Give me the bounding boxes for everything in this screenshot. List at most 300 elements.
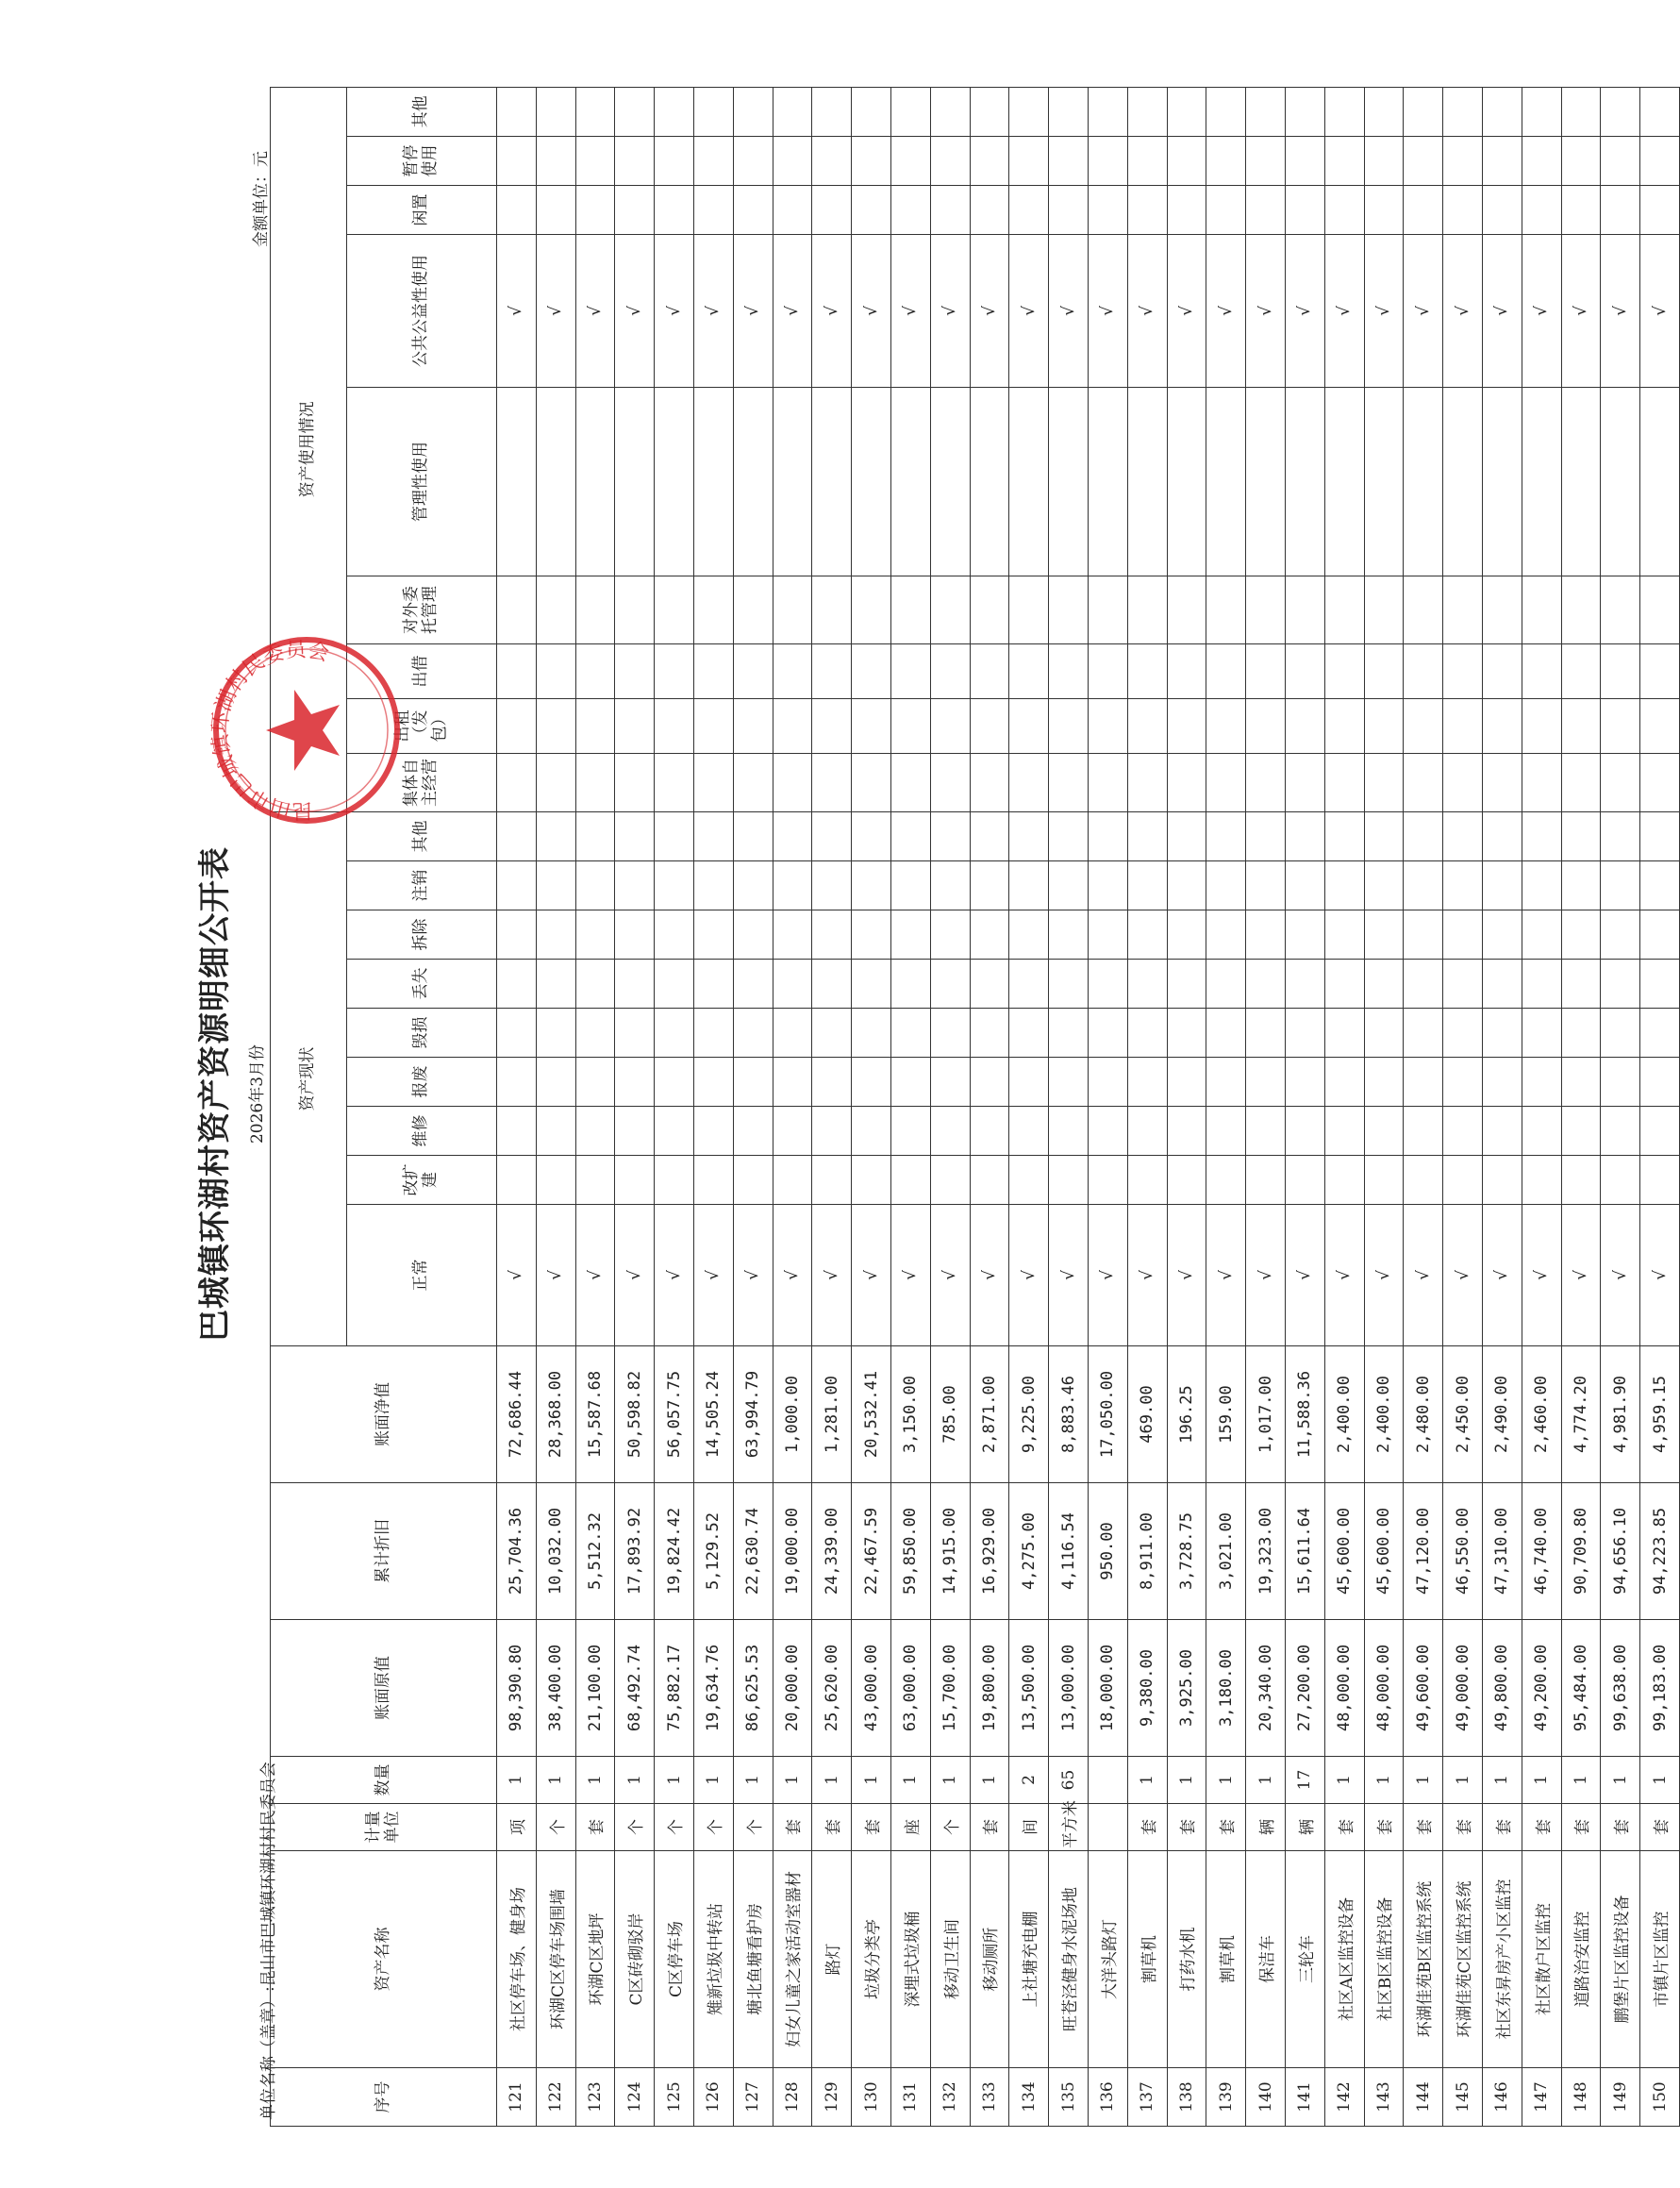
cell-quantity: 1 <box>615 1757 655 1804</box>
cell-status-4 <box>852 1009 891 1058</box>
header-status-0: 正常 <box>347 1205 497 1346</box>
cell-seq: 141 <box>1285 2068 1324 2127</box>
cell-usage-5: √ <box>1522 234 1561 387</box>
cell-status-8 <box>1522 811 1561 860</box>
cell-usage-3 <box>536 576 575 643</box>
cell-book-value: 99,183.00 <box>1640 1620 1680 1757</box>
cell-usage-5: √ <box>1088 234 1127 387</box>
cell-seq: 135 <box>1049 2068 1089 2127</box>
cell-quantity: 1 <box>1167 1757 1206 1804</box>
cell-net-value: 20,532.41 <box>852 1346 891 1483</box>
table-row <box>693 87 733 2126</box>
cell-usage-7 <box>1364 136 1404 185</box>
cell-usage-8 <box>1561 87 1601 136</box>
cell-asset-name: 移动卫生间 <box>930 1851 970 2068</box>
cell-usage-3 <box>1482 576 1522 643</box>
cell-usage-8 <box>1324 87 1364 136</box>
cell-depreciation: 3,728.75 <box>1167 1483 1206 1620</box>
cell-usage-0 <box>693 753 733 811</box>
cell-status-5 <box>1167 960 1206 1009</box>
cell-seq: 124 <box>615 2068 655 2127</box>
cell-depreciation: 4,275.00 <box>1009 1483 1049 1620</box>
cell-status-7 <box>575 861 615 910</box>
cell-status-8 <box>773 811 812 860</box>
cell-status-7 <box>1285 861 1324 910</box>
table-row <box>1324 87 1364 2126</box>
cell-seq: 142 <box>1324 2068 1364 2127</box>
cell-usage-2 <box>1561 643 1601 698</box>
cell-status-2 <box>1049 1107 1089 1156</box>
header-usage-7: 暂停使用 <box>347 136 497 185</box>
cell-book-value: 68,492.74 <box>615 1620 655 1757</box>
cell-usage-7 <box>773 136 812 185</box>
cell-status-7 <box>1443 861 1483 910</box>
official-seal <box>208 631 406 829</box>
cell-usage-8 <box>1601 87 1640 136</box>
cell-status-6 <box>1049 910 1089 960</box>
cell-status-2 <box>812 1107 852 1156</box>
cell-status-7 <box>970 861 1009 910</box>
cell-status-1 <box>1443 1156 1483 1205</box>
cell-asset-name: 路灯 <box>812 1851 852 2068</box>
header-status-1: 改扩建 <box>347 1156 497 1205</box>
cell-usage-3 <box>852 576 891 643</box>
unit-name-line: 单位名称（盖章）:昆山市巴城镇环湖村村民委员会 <box>259 1762 278 2120</box>
cell-unit: 套 <box>1324 1804 1364 1851</box>
cell-unit: 个 <box>930 1804 970 1851</box>
cell-usage-7 <box>615 136 655 185</box>
cell-quantity: 1 <box>497 1757 537 1804</box>
cell-depreciation: 10,032.00 <box>536 1483 575 1620</box>
cell-status-8 <box>1324 811 1364 860</box>
header-quantity: 数量 <box>271 1757 497 1804</box>
cell-status-5 <box>1640 960 1680 1009</box>
cell-usage-2 <box>1009 643 1049 698</box>
cell-usage-3 <box>1561 576 1601 643</box>
cell-status-7 <box>812 861 852 910</box>
header-seq: 序号 <box>271 2068 497 2127</box>
cell-status-8 <box>693 811 733 860</box>
cell-net-value: 196.25 <box>1167 1346 1206 1483</box>
cell-quantity: 1 <box>1364 1757 1404 1804</box>
cell-status-7 <box>890 861 930 910</box>
cell-status-7 <box>1246 861 1286 910</box>
cell-usage-1 <box>1404 698 1443 753</box>
cell-status-6 <box>1482 910 1522 960</box>
cell-usage-4 <box>1285 387 1324 576</box>
cell-depreciation: 22,467.59 <box>852 1483 891 1620</box>
cell-usage-4 <box>615 387 655 576</box>
cell-usage-1 <box>497 698 537 753</box>
table-row <box>1522 87 1561 2126</box>
cell-usage-1 <box>1324 698 1364 753</box>
cell-usage-3 <box>733 576 773 643</box>
cell-status-2 <box>852 1107 891 1156</box>
cell-status-2 <box>1640 1107 1680 1156</box>
cell-status-4 <box>1324 1009 1364 1058</box>
cell-usage-6 <box>1127 185 1167 234</box>
cell-book-value: 15,700.00 <box>930 1620 970 1757</box>
cell-usage-6 <box>890 185 930 234</box>
header-status-group: 资产现状 <box>271 811 347 1345</box>
cell-book-value: 18,000.00 <box>1088 1620 1127 1757</box>
cell-depreciation: 5,512.32 <box>575 1483 615 1620</box>
cell-status-7 <box>1049 861 1089 910</box>
cell-usage-6 <box>1049 185 1089 234</box>
cell-status-0: √ <box>970 1205 1009 1346</box>
cell-status-8 <box>1443 811 1483 860</box>
cell-status-2 <box>773 1107 812 1156</box>
cell-book-value: 95,484.00 <box>1561 1620 1601 1757</box>
cell-usage-2 <box>1443 643 1483 698</box>
cell-status-1 <box>930 1156 970 1205</box>
cell-net-value: 2,400.00 <box>1364 1346 1404 1483</box>
cell-depreciation: 3,021.00 <box>1206 1483 1246 1620</box>
cell-usage-4 <box>1482 387 1522 576</box>
cell-usage-2 <box>1285 643 1324 698</box>
cell-unit: 个 <box>733 1804 773 1851</box>
cell-asset-name: 鹏堡片区监控设备 <box>1601 1851 1640 2068</box>
cell-status-8 <box>1088 811 1127 860</box>
cell-usage-6 <box>1167 185 1206 234</box>
cell-usage-7 <box>930 136 970 185</box>
cell-seq: 147 <box>1522 2068 1561 2127</box>
cell-usage-5: √ <box>1561 234 1601 387</box>
cell-usage-3 <box>1364 576 1404 643</box>
cell-asset-name: 上社塘充电棚 <box>1009 1851 1049 2068</box>
cell-usage-8 <box>773 87 812 136</box>
cell-usage-0 <box>890 753 930 811</box>
cell-status-7 <box>536 861 575 910</box>
cell-usage-3 <box>1246 576 1286 643</box>
cell-usage-7 <box>970 136 1009 185</box>
cell-status-5 <box>1127 960 1167 1009</box>
cell-usage-2 <box>930 643 970 698</box>
cell-seq: 131 <box>890 2068 930 2127</box>
cell-net-value: 50,598.82 <box>615 1346 655 1483</box>
cell-seq: 150 <box>1640 2068 1680 2127</box>
cell-usage-4 <box>1167 387 1206 576</box>
cell-usage-4 <box>1640 387 1680 576</box>
cell-usage-0 <box>1640 753 1680 811</box>
cell-usage-1 <box>1167 698 1206 753</box>
cell-asset-name: 雉新垃圾中转站 <box>693 1851 733 2068</box>
cell-status-3 <box>1561 1058 1601 1107</box>
cell-usage-7 <box>1088 136 1127 185</box>
cell-net-value: 15,587.68 <box>575 1346 615 1483</box>
cell-usage-0 <box>1167 753 1206 811</box>
cell-status-4 <box>1522 1009 1561 1058</box>
cell-net-value: 4,959.15 <box>1640 1346 1680 1483</box>
cell-usage-7 <box>733 136 773 185</box>
cell-book-value: 19,634.76 <box>693 1620 733 1757</box>
cell-status-4 <box>773 1009 812 1058</box>
cell-status-2 <box>1285 1107 1324 1156</box>
table-row <box>852 87 891 2126</box>
header-unit: 计量单位 <box>271 1804 497 1851</box>
cell-status-5 <box>1285 960 1324 1009</box>
table-row <box>1167 87 1206 2126</box>
table-row <box>773 87 812 2126</box>
cell-status-6 <box>1206 910 1246 960</box>
cell-usage-7 <box>1206 136 1246 185</box>
cell-usage-8 <box>1009 87 1049 136</box>
cell-asset-name: 道路治安监控 <box>1561 1851 1601 2068</box>
cell-depreciation: 94,223.85 <box>1640 1483 1680 1620</box>
cell-status-2 <box>1246 1107 1286 1156</box>
cell-usage-3 <box>1049 576 1089 643</box>
cell-status-0: √ <box>1246 1205 1286 1346</box>
cell-usage-8 <box>575 87 615 136</box>
cell-usage-0 <box>1127 753 1167 811</box>
cell-usage-3 <box>497 576 537 643</box>
cell-usage-4 <box>1049 387 1089 576</box>
table-row <box>1364 87 1404 2126</box>
cell-usage-6 <box>575 185 615 234</box>
cell-quantity: 1 <box>1640 1757 1680 1804</box>
table-row <box>1601 87 1640 2126</box>
cell-depreciation: 94,656.10 <box>1601 1483 1640 1620</box>
cell-status-6 <box>1167 910 1206 960</box>
cell-status-2 <box>1601 1107 1640 1156</box>
header-usage-0: 集体自主经营 <box>347 753 497 811</box>
cell-usage-3 <box>970 576 1009 643</box>
cell-status-1 <box>733 1156 773 1205</box>
cell-status-3 <box>1324 1058 1364 1107</box>
cell-usage-0 <box>615 753 655 811</box>
cell-seq: 149 <box>1601 2068 1640 2127</box>
cell-book-value: 21,100.00 <box>575 1620 615 1757</box>
cell-usage-3 <box>812 576 852 643</box>
cell-status-1 <box>536 1156 575 1205</box>
asset-table <box>270 87 1680 2127</box>
cell-usage-5: √ <box>812 234 852 387</box>
cell-usage-1 <box>930 698 970 753</box>
cell-usage-2 <box>1640 643 1680 698</box>
cell-status-6 <box>693 910 733 960</box>
cell-depreciation: 24,339.00 <box>812 1483 852 1620</box>
cell-unit: 套 <box>1522 1804 1561 1851</box>
cell-status-5 <box>1443 960 1483 1009</box>
cell-status-1 <box>1364 1156 1404 1205</box>
cell-asset-name: 市镇片区监控 <box>1640 1851 1680 2068</box>
cell-usage-1 <box>1246 698 1286 753</box>
cell-usage-1 <box>773 698 812 753</box>
cell-usage-5: √ <box>693 234 733 387</box>
cell-unit: 个 <box>536 1804 575 1851</box>
cell-status-5 <box>497 960 537 1009</box>
cell-asset-name: 深埋式垃圾桶 <box>890 1851 930 2068</box>
cell-net-value: 17,050.00 <box>1088 1346 1127 1483</box>
cell-usage-7 <box>1285 136 1324 185</box>
cell-usage-7 <box>1482 136 1522 185</box>
cell-usage-1 <box>733 698 773 753</box>
cell-usage-1 <box>1640 698 1680 753</box>
cell-usage-8 <box>1640 87 1680 136</box>
cell-usage-1 <box>575 698 615 753</box>
cell-status-6 <box>615 910 655 960</box>
cell-status-4 <box>1088 1009 1127 1058</box>
cell-quantity: 1 <box>1206 1757 1246 1804</box>
cell-status-1 <box>1088 1156 1127 1205</box>
cell-status-8 <box>1482 811 1522 860</box>
cell-usage-2 <box>536 643 575 698</box>
cell-usage-7 <box>1246 136 1286 185</box>
cell-usage-5: √ <box>1364 234 1404 387</box>
cell-status-1 <box>1482 1156 1522 1205</box>
cell-status-8 <box>890 811 930 860</box>
cell-usage-6 <box>773 185 812 234</box>
cell-status-8 <box>970 811 1009 860</box>
cell-unit: 辆 <box>1246 1804 1286 1851</box>
svg-text:昆山市巴城镇环湖村民委员会: 昆山市巴城镇环湖村民委员会 <box>208 638 331 823</box>
cell-quantity: 1 <box>970 1757 1009 1804</box>
cell-status-4 <box>890 1009 930 1058</box>
cell-usage-4 <box>1364 387 1404 576</box>
cell-usage-6 <box>1482 185 1522 234</box>
cell-usage-0 <box>1404 753 1443 811</box>
cell-status-2 <box>536 1107 575 1156</box>
cell-seq: 134 <box>1009 2068 1049 2127</box>
cell-usage-2 <box>1601 643 1640 698</box>
cell-usage-4 <box>812 387 852 576</box>
cell-status-6 <box>1561 910 1601 960</box>
cell-status-8 <box>1364 811 1404 860</box>
cell-usage-6 <box>1246 185 1286 234</box>
cell-usage-0 <box>1009 753 1049 811</box>
cell-status-0: √ <box>1443 1205 1483 1346</box>
cell-unit: 座 <box>890 1804 930 1851</box>
cell-status-8 <box>1285 811 1324 860</box>
cell-usage-6 <box>1640 185 1680 234</box>
cell-usage-0 <box>852 753 891 811</box>
cell-quantity: 1 <box>1561 1757 1601 1804</box>
table-row <box>1285 87 1324 2126</box>
cell-status-7 <box>1167 861 1206 910</box>
cell-usage-4 <box>930 387 970 576</box>
cell-quantity: 1 <box>773 1757 812 1804</box>
cell-book-value: 25,620.00 <box>812 1620 852 1757</box>
header-usage-8: 其他 <box>347 87 497 136</box>
cell-usage-5: √ <box>1482 234 1522 387</box>
cell-book-value: 19,800.00 <box>970 1620 1009 1757</box>
cell-usage-3 <box>1167 576 1206 643</box>
cell-usage-8 <box>615 87 655 136</box>
cell-usage-6 <box>812 185 852 234</box>
header-usage-3: 对外委托管理 <box>347 576 497 643</box>
cell-status-5 <box>536 960 575 1009</box>
cell-status-8 <box>1246 811 1286 860</box>
table-row <box>1482 87 1522 2126</box>
cell-seq: 133 <box>970 2068 1009 2127</box>
cell-status-0: √ <box>1522 1205 1561 1346</box>
cell-usage-8 <box>890 87 930 136</box>
cell-status-0: √ <box>1127 1205 1167 1346</box>
cell-unit: 套 <box>970 1804 1009 1851</box>
cell-usage-3 <box>1522 576 1561 643</box>
header-net-value: 账面净值 <box>271 1346 497 1483</box>
cell-unit: 套 <box>1167 1804 1206 1851</box>
cell-usage-7 <box>575 136 615 185</box>
header-usage-group: 资产使用情况 <box>271 87 347 811</box>
cell-asset-name: 环湖佳苑C区监控系统 <box>1443 1851 1483 2068</box>
header-status-7: 注销 <box>347 861 497 910</box>
cell-depreciation: 90,709.80 <box>1561 1483 1601 1620</box>
table-row <box>1206 87 1246 2126</box>
cell-status-0: √ <box>536 1205 575 1346</box>
cell-depreciation: 19,000.00 <box>773 1483 812 1620</box>
cell-status-1 <box>812 1156 852 1205</box>
cell-status-0: √ <box>1640 1205 1680 1346</box>
header-status-2: 维修 <box>347 1107 497 1156</box>
cell-seq: 126 <box>693 2068 733 2127</box>
cell-status-2 <box>1522 1107 1561 1156</box>
cell-status-5 <box>930 960 970 1009</box>
cell-quantity: 1 <box>733 1757 773 1804</box>
cell-status-1 <box>852 1156 891 1205</box>
cell-usage-0 <box>1285 753 1324 811</box>
cell-usage-0 <box>812 753 852 811</box>
cell-usage-4 <box>1522 387 1561 576</box>
cell-net-value: 469.00 <box>1127 1346 1167 1483</box>
cell-usage-4 <box>1246 387 1286 576</box>
cell-book-value: 75,882.17 <box>655 1620 694 1757</box>
cell-status-3 <box>1285 1058 1324 1107</box>
cell-depreciation: 17,893.92 <box>615 1483 655 1620</box>
cell-usage-7 <box>497 136 537 185</box>
cell-usage-0 <box>1206 753 1246 811</box>
cell-usage-6 <box>1601 185 1640 234</box>
cell-status-0: √ <box>575 1205 615 1346</box>
cell-asset-name: 三轮车 <box>1285 1851 1324 2068</box>
cell-status-3 <box>970 1058 1009 1107</box>
cell-usage-1 <box>693 698 733 753</box>
cell-net-value: 8,883.46 <box>1049 1346 1089 1483</box>
cell-status-3 <box>615 1058 655 1107</box>
cell-usage-2 <box>1522 643 1561 698</box>
cell-status-1 <box>1246 1156 1286 1205</box>
cell-net-value: 1,281.00 <box>812 1346 852 1483</box>
cell-depreciation: 46,550.00 <box>1443 1483 1483 1620</box>
cell-status-1 <box>1009 1156 1049 1205</box>
cell-book-value: 27,200.00 <box>1285 1620 1324 1757</box>
cell-usage-5: √ <box>1443 234 1483 387</box>
cell-usage-2 <box>1049 643 1089 698</box>
table-row <box>1443 87 1483 2126</box>
cell-quantity: 1 <box>930 1757 970 1804</box>
cell-status-7 <box>1404 861 1443 910</box>
cell-status-5 <box>970 960 1009 1009</box>
cell-status-3 <box>1246 1058 1286 1107</box>
cell-usage-0 <box>1482 753 1522 811</box>
cell-status-6 <box>1364 910 1404 960</box>
cell-usage-7 <box>655 136 694 185</box>
cell-unit: 套 <box>1127 1804 1167 1851</box>
cell-usage-6 <box>1443 185 1483 234</box>
document-period: 2026年3月份 <box>248 1044 267 1144</box>
cell-net-value: 11,588.36 <box>1285 1346 1324 1483</box>
cell-usage-7 <box>693 136 733 185</box>
cell-seq: 139 <box>1206 2068 1246 2127</box>
cell-status-6 <box>1640 910 1680 960</box>
cell-book-value: 43,000.00 <box>852 1620 891 1757</box>
cell-usage-2 <box>970 643 1009 698</box>
cell-usage-7 <box>1443 136 1483 185</box>
table-row <box>497 87 537 2126</box>
cell-usage-4 <box>1088 387 1127 576</box>
header-book-value: 账面原值 <box>271 1620 497 1757</box>
cell-usage-8 <box>733 87 773 136</box>
